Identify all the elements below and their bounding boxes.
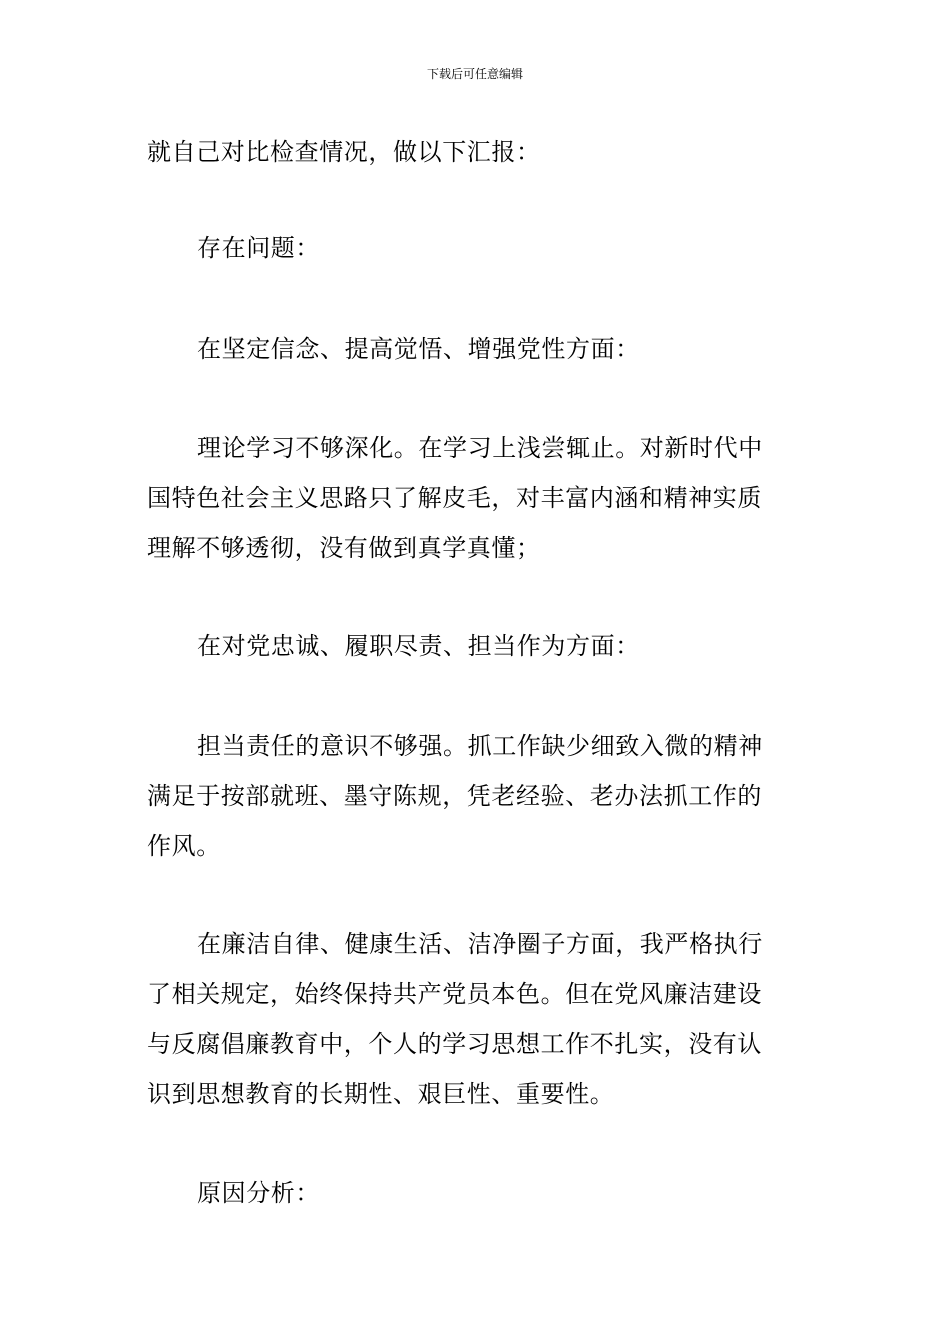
- subheading-belief: [147, 324, 807, 374]
- paragraph-line: 满足于按部就班、墨守陈规，凭老经验、老办法抓工作的: [147, 782, 762, 810]
- paragraph-line: 在对党忠诚、履职尽责、担当作为方面：: [197, 632, 640, 660]
- paragraph-line: 理解不够透彻，没有做到真学真懂；: [147, 534, 541, 562]
- paragraph-integrity: [147, 919, 807, 1119]
- paragraph-line: 与反腐倡廉教育中，个人的学习思想工作不扎实，没有认: [147, 1030, 762, 1058]
- paragraph-theory-study: [147, 423, 807, 573]
- paragraph-line: 在坚定信念、提高觉悟、增强党性方面：: [197, 335, 640, 363]
- page-header: 下载后可任意编辑: [426, 67, 523, 81]
- paragraph-line: 在廉洁自律、健康生活、洁净圈子方面，我严格执行: [197, 930, 763, 958]
- paragraph-line: 就自己对比检查情况，做以下汇报：: [147, 138, 541, 166]
- section-heading-cause-analysis: [147, 1168, 807, 1218]
- paragraph-line: 存在问题：: [197, 234, 320, 262]
- paragraph-line: 作风。: [147, 832, 221, 860]
- paragraph-line: 识到思想教育的长期性、艰巨性、重要性。: [147, 1080, 615, 1108]
- subheading-loyalty: [147, 621, 807, 671]
- paragraph-line: 国特色社会主义思路只了解皮毛，对丰富内涵和精神实质: [147, 484, 762, 512]
- paragraph-line: 原因分析：: [197, 1179, 320, 1207]
- paragraph-intro: [147, 127, 807, 177]
- paragraph-responsibility: [147, 721, 807, 871]
- paragraph-line: 担当责任的意识不够强。抓工作缺少细致入微的精神: [197, 732, 763, 760]
- section-heading-problems: [147, 223, 807, 273]
- paragraph-line: 了相关规定，始终保持共产党员本色。但在党风廉洁建设: [147, 980, 762, 1008]
- paragraph-line: 理论学习不够深化。在学习上浅尝辄止。对新时代中: [197, 434, 763, 462]
